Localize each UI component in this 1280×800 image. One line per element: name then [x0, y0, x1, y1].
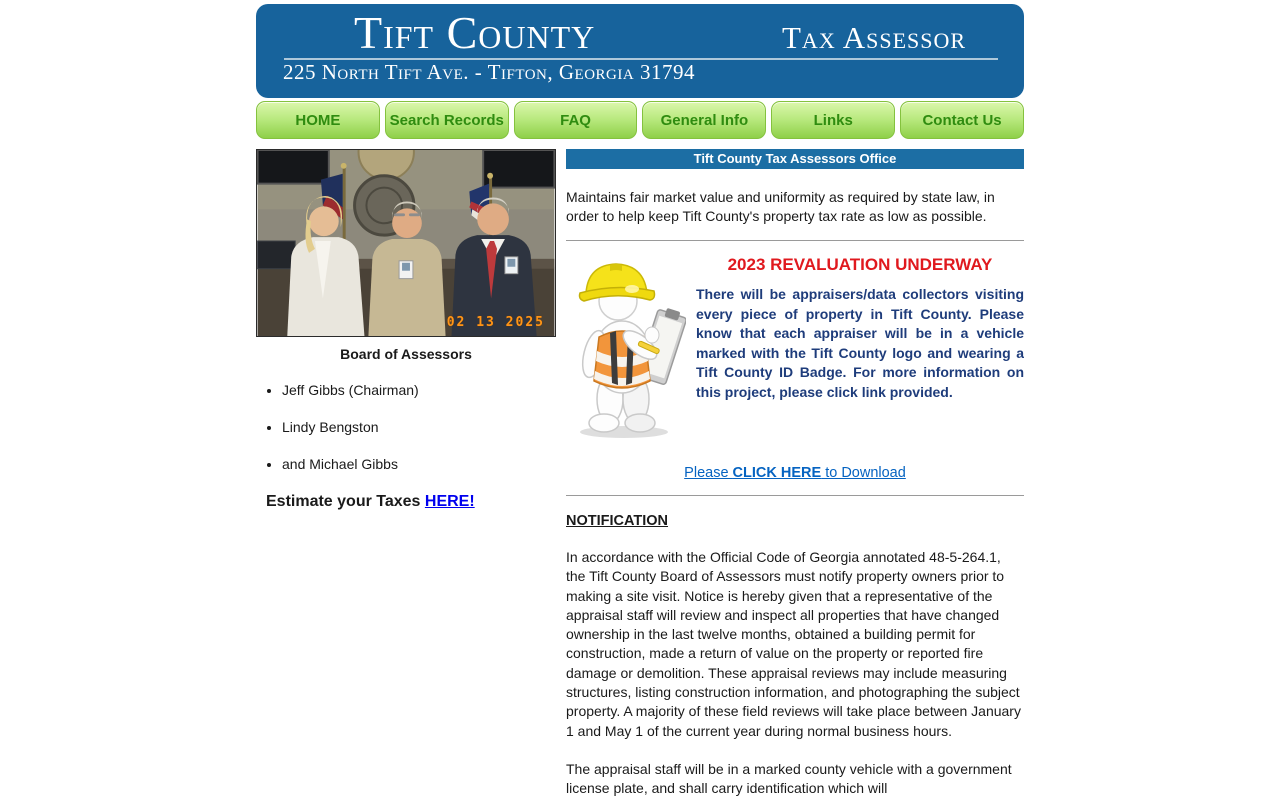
photo-timestamp: 02 13 2025 — [446, 315, 545, 330]
estimate-taxes-label: Estimate your Taxes — [266, 493, 425, 510]
notification-heading: NOTIFICATION — [566, 513, 669, 529]
download-link-prefix: Please — [684, 465, 733, 481]
revaluation-heading: 2023 REVALUATION UNDERWAY — [727, 255, 993, 274]
main-content — [566, 149, 1024, 799]
board-member-item: • Jeff Gibbs (Chairman) — [282, 382, 556, 398]
board-caption: Board of Assessors — [340, 346, 472, 362]
intro-paragraph: Maintains fair market value and uniformity as required by state law, in order to help keep Tift County's property tax rate as low as possible. — [566, 189, 995, 224]
section-divider — [566, 240, 1024, 241]
download-link[interactable] — [684, 465, 906, 481]
site-header — [256, 4, 1024, 98]
notification-paragraph-1: In accordance with the Official Code of Georgia annotated 48-5-264.1, the Tift County Board of Assessors must notify property owners prior to making a site visit. Notice is hereby given that a representative of the appraisal staff will review and inspect all properties that have changed ownership in the last twelve months, obtained a building permit for construction, made a return of value on the property or reported fire damage or demolition. These appraisal reviews may include measuring structures, listing construction information, and photographing the subject property. A majority of these field reviews will take place between January 1 and May 1 of the current year during normal business hours. — [566, 549, 1021, 739]
site-address: 225 North Tift Ave. - Tifton, Georgia 31794 — [283, 60, 695, 84]
download-link-suffix: to Download — [821, 465, 906, 481]
site-title: Tift County — [354, 7, 596, 58]
board-members-list — [282, 382, 556, 472]
construction-appraiser-figure-icon — [566, 249, 686, 439]
nav-links-button[interactable]: Links — [771, 101, 895, 139]
office-title-bar: Tift County Tax Assessors Office — [566, 149, 1024, 169]
nav-search-records-button[interactable]: Search Records — [385, 101, 509, 139]
board-member-item: • and Michael Gibbs — [282, 456, 556, 472]
revaluation-paragraph: There will be appraisers/data collectors visiting every piece of property in Tift County. Please know that each appraiser will be in a vehicle marked with the Tift County logo and wearing a Tift County ID Badge. For more information on this project, please click link provided. — [696, 286, 1024, 400]
notification-paragraph-2: The appraisal staff will be in a marked county vehicle with a government license plate, and shall carry identification which will — [566, 760, 1012, 797]
estimate-taxes-here-link[interactable]: HERE! — [424, 493, 475, 510]
download-link-line — [566, 465, 1024, 481]
section-divider — [566, 495, 1024, 496]
board-of-assessors-photo — [256, 149, 556, 337]
sidebar — [256, 149, 556, 799]
board-photo-illustration — [257, 150, 555, 336]
download-link-bold: CLICK HERE — [732, 465, 822, 481]
nav-general-info-button[interactable]: General Info — [642, 101, 766, 139]
revaluation-section — [566, 249, 1024, 439]
board-member-item: • Lindy Bengston — [282, 419, 556, 435]
appraiser-figure — [566, 249, 686, 439]
estimate-taxes-line — [256, 493, 556, 511]
nav-faq-button[interactable]: FAQ — [514, 101, 638, 139]
nav-home-button[interactable]: HOME — [256, 101, 380, 139]
page — [256, 4, 1024, 799]
nav-contact-us-button[interactable]: Contact Us — [900, 101, 1024, 139]
main-nav — [256, 101, 1024, 139]
site-subtitle: Tax Assessor — [782, 20, 967, 55]
